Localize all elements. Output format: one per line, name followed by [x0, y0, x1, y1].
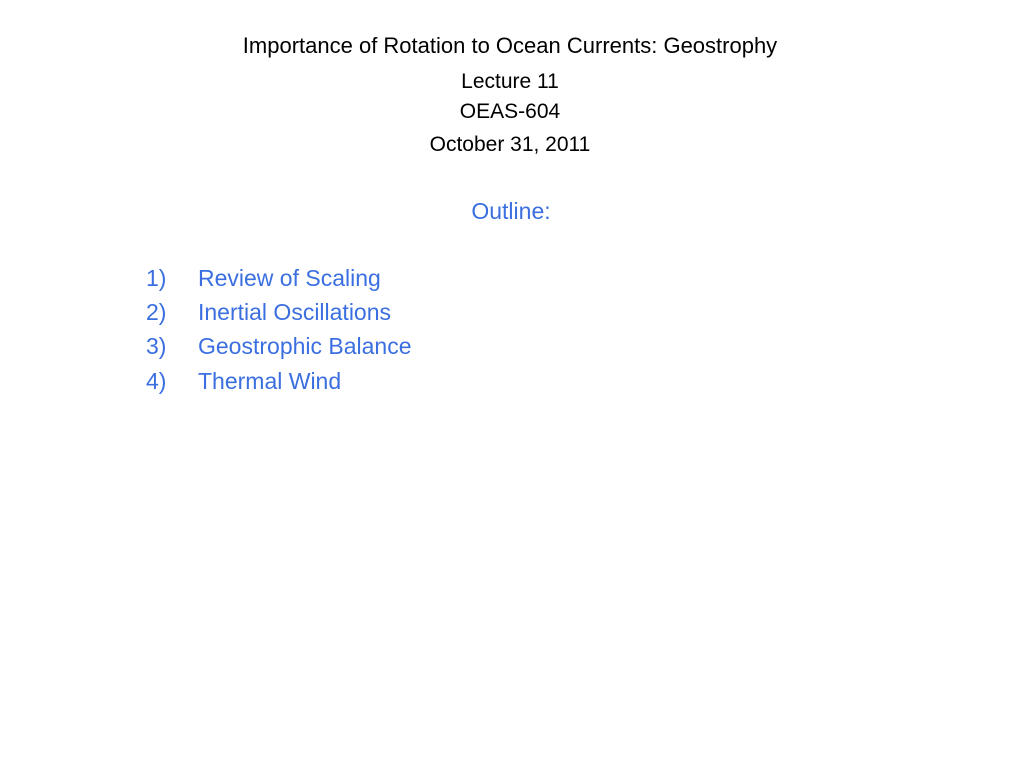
slide-title: Importance of Rotation to Ocean Currents: Geostrophy	[242, 33, 778, 58]
outline-item-number: 1)	[146, 265, 167, 291]
lecture-number: Lecture 11	[461, 70, 559, 93]
outline-item	[146, 263, 412, 297]
outline-item-number: 2)	[146, 299, 167, 326]
outline-item-label: Review of Scaling	[198, 265, 381, 291]
outline-item-label: Inertial Oscillations	[198, 299, 392, 326]
outline-heading: Outline:	[471, 198, 551, 224]
outline-item	[146, 297, 412, 331]
outline-list	[146, 263, 412, 400]
course-code: OEAS-604	[459, 100, 561, 123]
outline-item	[146, 331, 412, 365]
lecture-date: October 31, 2011	[429, 133, 591, 156]
outline-item-label: Geostrophic Balance	[198, 333, 412, 360]
outline-item-number: 3)	[146, 333, 167, 360]
outline-item-label: Thermal Wind	[198, 367, 342, 394]
outline-item	[146, 366, 412, 400]
outline-item-number: 4)	[146, 367, 167, 394]
